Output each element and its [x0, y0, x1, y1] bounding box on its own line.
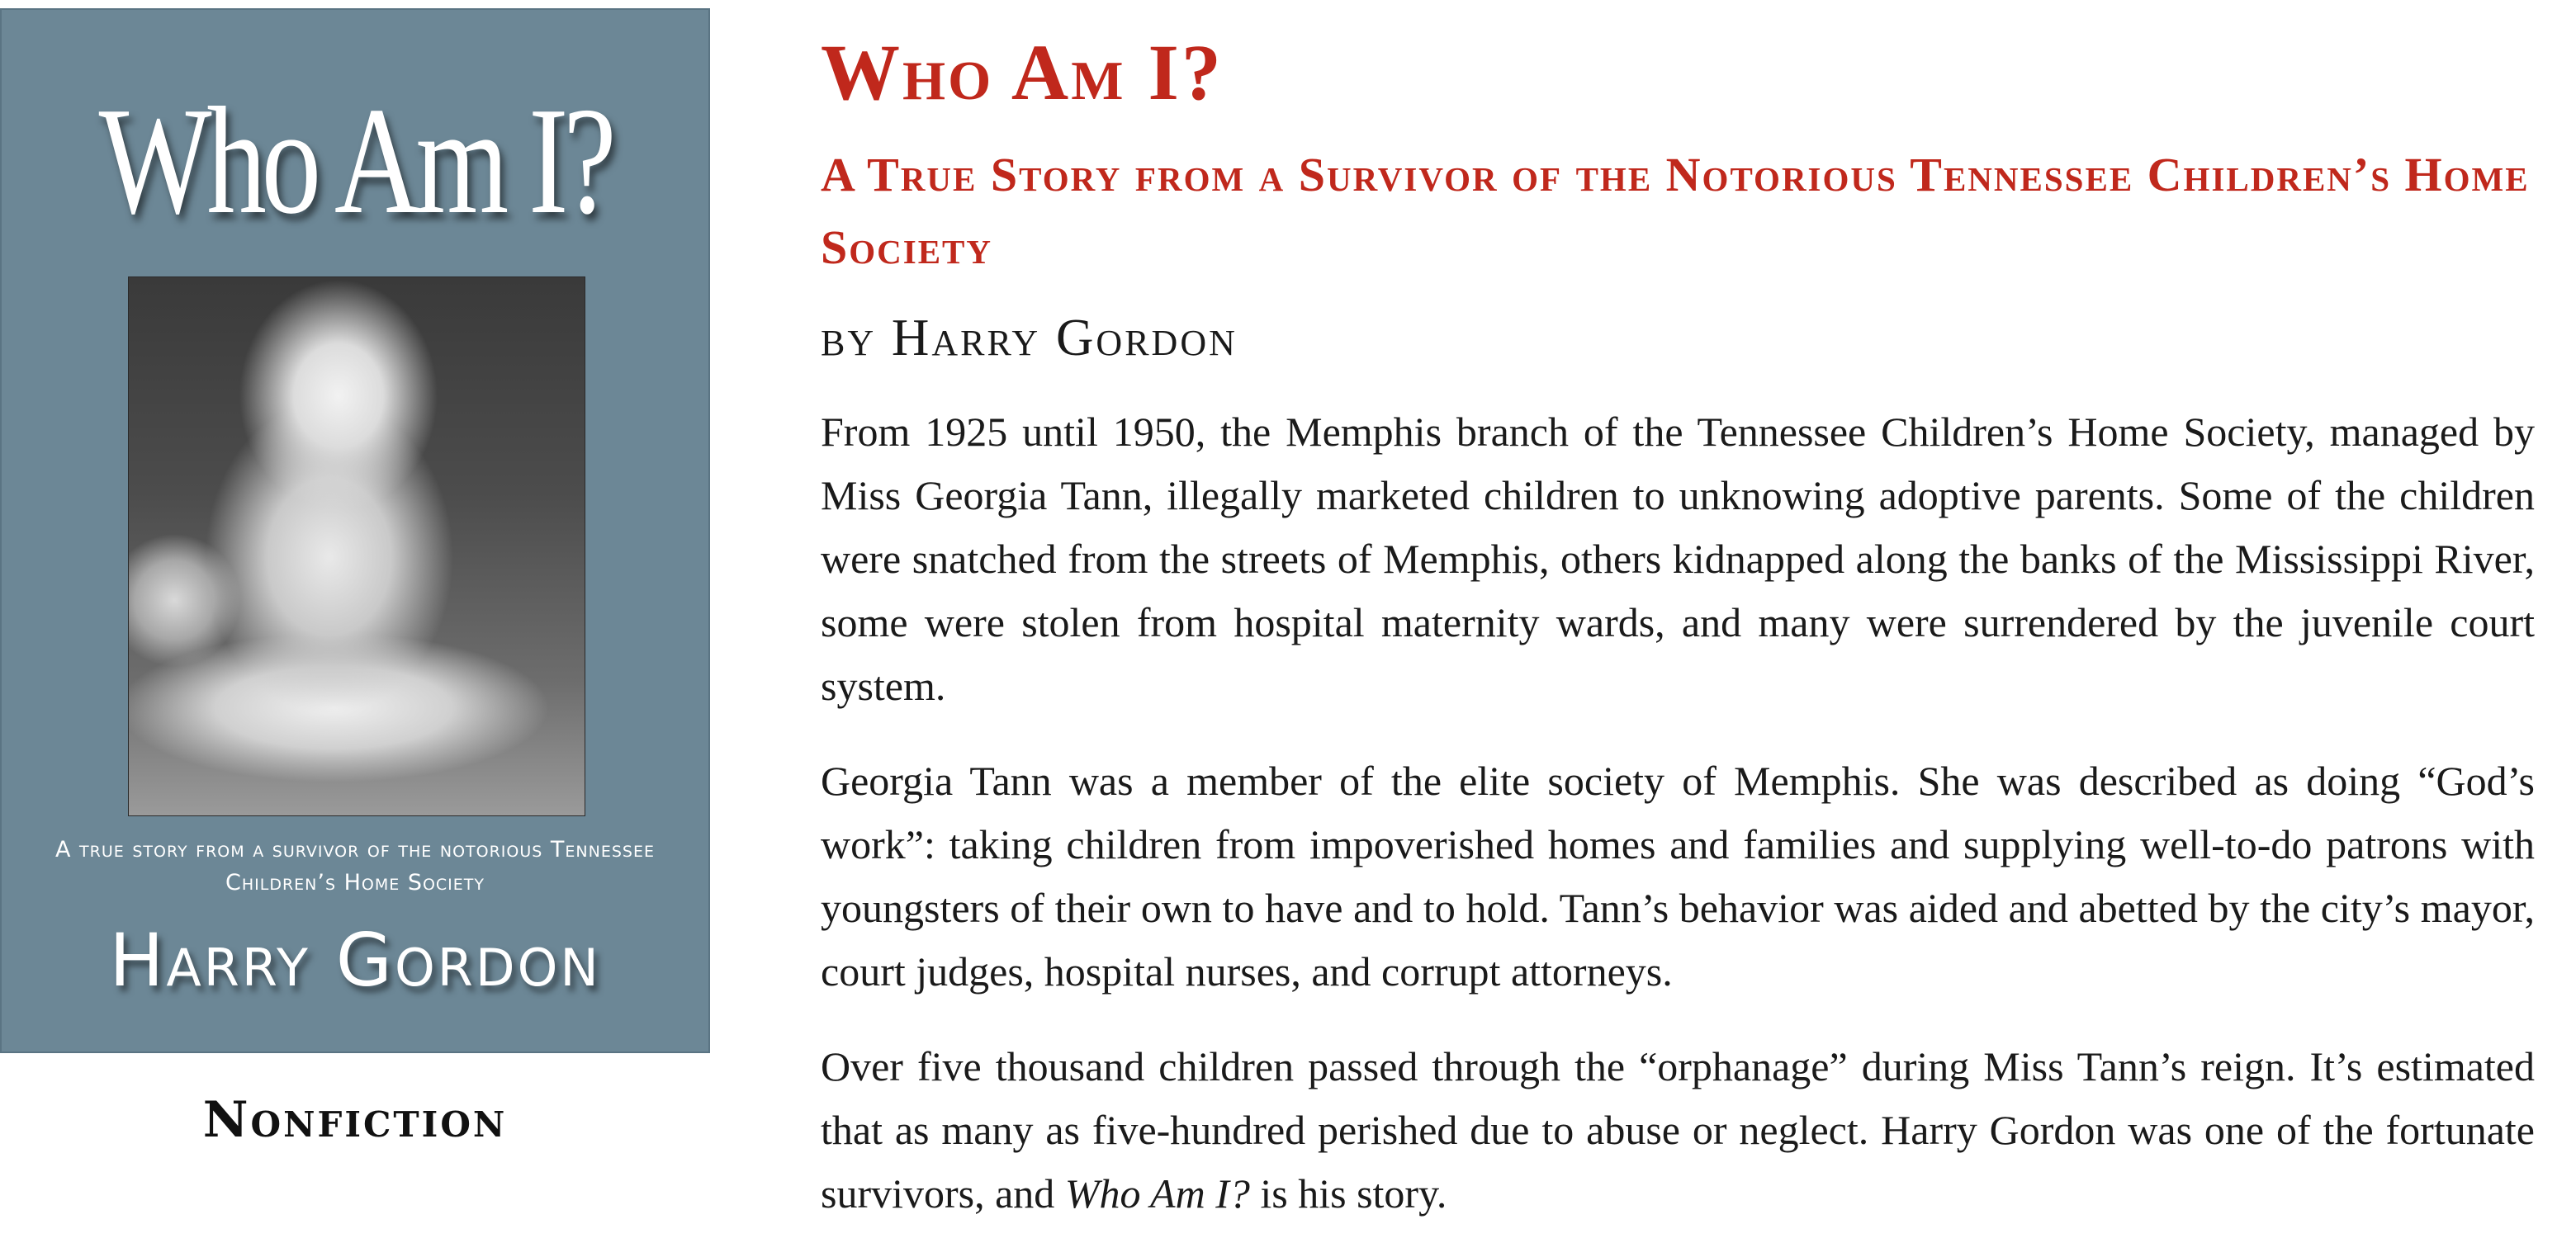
paragraph-3-ending: is his story. [1249, 1170, 1447, 1217]
genre-label: Nonfiction [202, 1091, 508, 1149]
description-paragraph-1: From 1925 until 1950, the Memphis branch of the Tennessee Children’s Home Society, managed by Miss Georgia Tann, illegally marketed children to unknowing adoptive parents. Some of the children were snatched from the streets of Memphis, others kidnapped along the banks of the Mississippi River, some were stolen from hospital maternity wards, and many were surrendered by the juvenile court system. [821, 409, 2535, 709]
paragraph-3-text: Over five thousand children passed through the “orphanage” during Miss Tann’s reign. It’s estimated that as many as five-hundred perished due to abuse or neglect. Harry Gordon was one of the fortunate survivors, and [821, 1043, 2535, 1217]
cover-title: Who Am I? [98, 76, 612, 246]
book-title: Who Am I? [821, 28, 1224, 116]
description-paragraph-2: Georgia Tann was a member of the elite society of Memphis. She was described as doing “God’s work”: taking children from impoverished homes and families and supplying well-to-do patrons with youngsters of their own to have and to hold. Tann’s behavior was aided and abetted by the city’s mayor, court judges, hospital nurses, and corrupt attorneys. [821, 758, 2535, 995]
book-description-panel [821, 28, 2535, 1257]
baby-photo [129, 277, 585, 815]
cover-author: Harry Gordon [109, 918, 601, 1003]
description-body [821, 400, 2535, 1226]
book-cover [0, 8, 710, 1053]
book-byline: by Harry Gordon [821, 309, 1238, 366]
description-paragraph-3 [821, 1035, 2535, 1226]
paragraph-3-book-title: Who Am I? [1064, 1170, 1250, 1217]
cover-tagline: A true story from a survivor of the notorious Tennessee Children’s Home Society [55, 837, 655, 895]
book-subtitle: A True Story from a Survivor of the Notorious Tennessee Children’s Home Society [821, 148, 2530, 274]
